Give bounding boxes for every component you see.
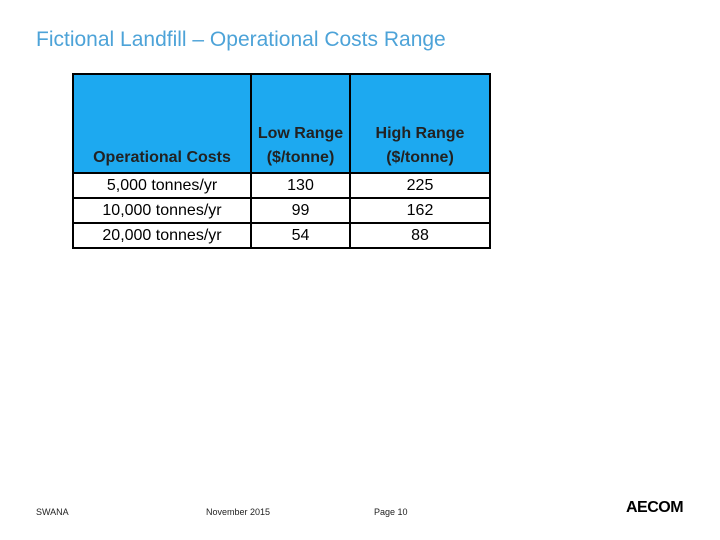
slide-title: Fictional Landfill – Operational Costs Range	[36, 28, 446, 51]
footer-page-number: Page 10	[374, 507, 408, 517]
header-low-range: Low Range ($/tonne)	[251, 74, 350, 173]
table-header-row	[73, 74, 490, 173]
header-high-range: High Range ($/tonne)	[350, 74, 490, 173]
operational-costs-table	[72, 73, 491, 249]
footer-date: November 2015	[206, 507, 271, 517]
cell-capacity: 20,000 tonnes/yr	[73, 223, 251, 248]
cell-high-range: 88	[350, 223, 490, 248]
footer-org: SWANA	[36, 507, 69, 517]
aecom-logo: AECOM	[626, 499, 684, 516]
cell-low-range: 99	[251, 198, 350, 223]
cell-capacity: 5,000 tonnes/yr	[73, 173, 251, 198]
header-operational-costs: Operational Costs	[73, 74, 251, 173]
cell-capacity: 10,000 tonnes/yr	[73, 198, 251, 223]
cell-low-range: 54	[251, 223, 350, 248]
table-row	[73, 223, 490, 248]
table-row	[73, 198, 490, 223]
cell-high-range: 225	[350, 173, 490, 198]
cell-low-range: 130	[251, 173, 350, 198]
cell-high-range: 162	[350, 198, 490, 223]
table-row	[73, 173, 490, 198]
